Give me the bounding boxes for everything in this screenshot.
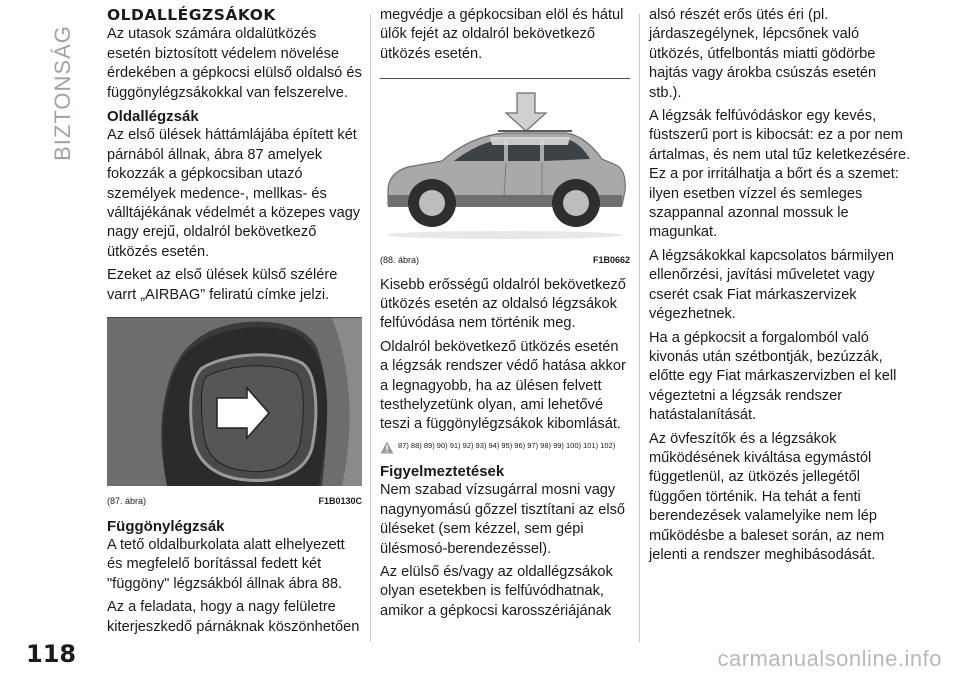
figure-88-label: (88. ábra): [380, 254, 420, 265]
column-2: [380, 6, 630, 625]
figure-88: [380, 78, 630, 265]
watermark: carmanualsonline.info: [717, 646, 942, 671]
column-divider: [370, 14, 371, 642]
notes-title: Figyelmeztetések: [380, 462, 505, 480]
page-number: 118: [26, 640, 77, 668]
curtain-airbag-title: Függönylégzsák: [107, 517, 225, 535]
warning-reference-list: 87) 88) 89) 90) 91) 92) 93) 94) 95) 96) 97) 98) 99) 100) 101) 102): [398, 440, 616, 450]
column-3: [649, 6, 911, 569]
section-tab-label: BIZTONSÁG: [50, 25, 75, 161]
side-airbag-label-paragraph: Ezeket az első ülések külső szélére varrt „AIRBAG” feliratú címke jelzi.: [107, 267, 338, 303]
seat-airbag-illustration: [107, 318, 362, 486]
column-divider: [639, 14, 640, 642]
intro-paragraph: Az utasok számára oldalütközés esetén biztosított védelem növelése érdekében a gépkocsi elülső oldalsó és függönylégzsákokkal van felszerelve.: [107, 26, 362, 101]
figure-88-caption: [380, 252, 630, 266]
car-side-illustration: [380, 79, 630, 245]
curtain-airbag-paragraph: A tető oldalburkolata alatt elhelyezett és megfelelő borítással fedett két "függöny" légzsákból állnak ábra 88.: [107, 536, 345, 592]
notes-paragraph-1: Nem szabad vízsugárral mosni vagy nagynyomású gőzzel tisztítani az első üléseket (sem kézzel, sem gépi ülésmosó-berendezéssel).: [380, 482, 625, 557]
column-1: [107, 6, 362, 641]
column-3-paragraph-5: Az övfeszítők és a légzsákok működésének kiváltása egymástól függetlenül, az ütközés jellegétől függően történik. Ha tehát a fenti berendezések valamelyike nem lép működésbe a baleset során, az nem jelenti a rendszer meghibásodását.: [649, 430, 885, 563]
column-3-paragraph-4: Ha a gépkocsit a forgalomból való kivonás után szétbontják, bezúzzák, előtte egy Fiat márkaszervizben el kell végeztetni a légzsák rendszer hatástalanítását.: [649, 329, 897, 424]
section-tab: [48, 18, 78, 168]
section-heading: OLDALLÉGZSÁKOK: [107, 6, 276, 24]
figure-88-code: F1B0662: [592, 254, 630, 265]
curtain-airbag-continuation: megvédje a gépkocsiban elöl és hátul ülők fejét az oldalról bekövetkező ütközés esetén.: [380, 7, 624, 62]
curtain-airbag-paragraph-2: Az a feladata, hogy a nagy felületre kiterjeszkedő párnáknak köszönhetően: [107, 599, 360, 635]
figure-87: [107, 317, 362, 506]
column-3-paragraph-3: A légzsákokkal kapcsolatos bármilyen ellenőrzési, javítási műveletet vagy cserét csak Fiat márkaszervizek végezhetnek.: [649, 247, 894, 323]
warning-references: [380, 441, 630, 454]
side-airbag-title: Oldallégzsák: [107, 108, 199, 126]
figure-87-caption: [107, 493, 362, 507]
weak-impact-paragraph: Kisebb erősségű oldalról bekövetkező ütközés esetén az oldalsó légzsákok felfúvódása nem történik meg.: [380, 276, 626, 332]
notes-paragraph-2: Az elülső és/vagy az oldallégzsákok olyan esetekben is felfúvódhatnak, amikor a gépkocsi karosszériájának: [380, 563, 613, 619]
side-airbag-paragraph: Az első ülések háttámlájába épített két párnából állnak, ábra 87 amelyek fokozzák a gépkocsiban utazó személyek medence-, mellkas- és válltájékának védelmét a közepes vagy nagy erejű, oldalról bekövetkező ütközés esetén.: [107, 127, 361, 260]
warning-triangle-icon: [380, 441, 394, 454]
figure-87-code: F1B0130C: [318, 495, 362, 506]
column-3-paragraph-2: A légzsák felfúvódáskor egy kevés, füstszerű port is kibocsát: ez a por nem ártalmas, és nem utal tűz keletkezésére. Ez a por irritálhatja a bőrt és a szemet: ilyen esetben vízzel és semleges szappannal azonnal mossuk le magunkat.: [649, 108, 911, 241]
protection-paragraph: Oldalról bekövetkező ütközés esetén a légzsák rendszer védő hatása akkor a legnagyobb, ha az ülésen felvett testhelyzetünk olyan, ami lehetővé teszi a függönylégzsákok kibomlását.: [380, 338, 626, 433]
figure-87-label: (87. ábra): [107, 495, 147, 506]
column-3-paragraph-1: alsó részét erős ütés éri (pl. járdaszegélynek, lépcsőnek való ütközés, útfelbontás miatti gödörbe hajtás vagy árokba csúszás esetén stb.).: [649, 7, 877, 101]
